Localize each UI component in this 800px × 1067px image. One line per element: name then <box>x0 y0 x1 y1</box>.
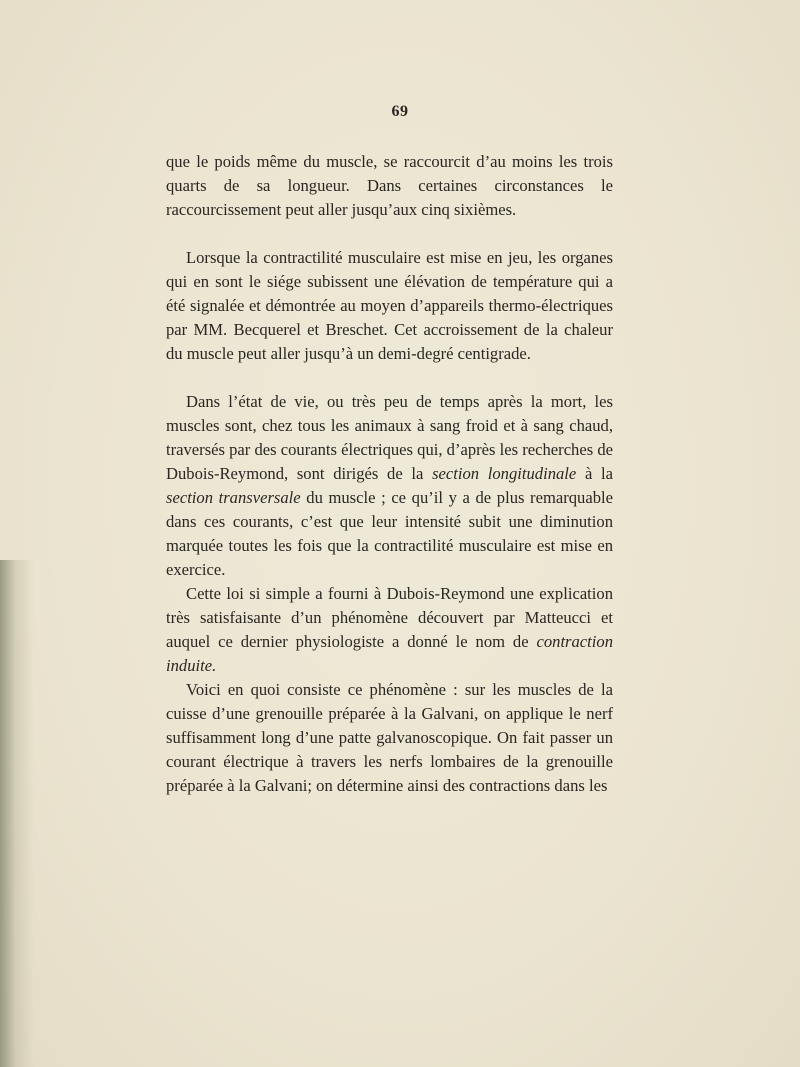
italic-term: section transversale <box>166 488 301 507</box>
text-run: Dans l’état de vie, ou très peu de temps après la mort, les muscles sont, chez tous les animaux à sang froid et à sang chaud, traversés par des courants électriques qui, d’après les recherches de Dubois-Reymond, sont dirigés de la <box>166 392 613 483</box>
page-number: 69 <box>391 103 409 120</box>
paragraph-5 <box>166 678 613 798</box>
text-run: Voici en quoi consiste ce phénomène : sur les muscles de la cuisse d’une grenouille préparée à la Galvani, on applique le nerf suffisamment long d’une patte galvanoscopique. On fait passer un courant électrique à travers les nerfs lombaires de la grenouille préparée à la Galvani; on détermine ainsi des contractions dans les <box>166 680 613 795</box>
paragraph-2 <box>166 246 613 366</box>
text-run: Lorsque la contractilité musculaire est mise en jeu, les organes qui en sont le siége subissent une élévation de température qui a été signalée et démontrée au moyen d’appareils thermo-électriques par MM. Becquerel et Breschet. Cet accroissement de la chaleur du muscle peut aller jusqu’à un demi-degré centigrade. <box>166 248 613 363</box>
text-run: du muscle ; ce qu’il y a de plus remarquable dans ces courants, c’est que leur intensité subit une diminution marquée toutes les fois que la contractilité musculaire est mise en exercice. <box>166 488 613 579</box>
binding-shadow <box>0 560 34 1067</box>
text-run: à la <box>576 464 614 483</box>
paragraph-4 <box>166 582 613 678</box>
text-run: Cette loi si simple a fourni à Dubois-Reymond une explication très satisfaisante d’un phénomène découvert par Matteucci et auquel ce dernier physiologiste a donné le nom de <box>166 584 613 651</box>
paragraph-3 <box>166 390 613 582</box>
text-run: que le poids même du muscle, se raccourcit d’au moins les trois quarts de sa longueur. Dans certaines circonstances le raccourcissement peut aller jusqu’aux cinq sixièmes. <box>166 152 613 219</box>
italic-term: contraction induite. <box>166 632 613 675</box>
body-text <box>166 150 613 798</box>
italic-term: section longitudinale <box>432 464 577 483</box>
paragraph-1 <box>166 150 613 222</box>
